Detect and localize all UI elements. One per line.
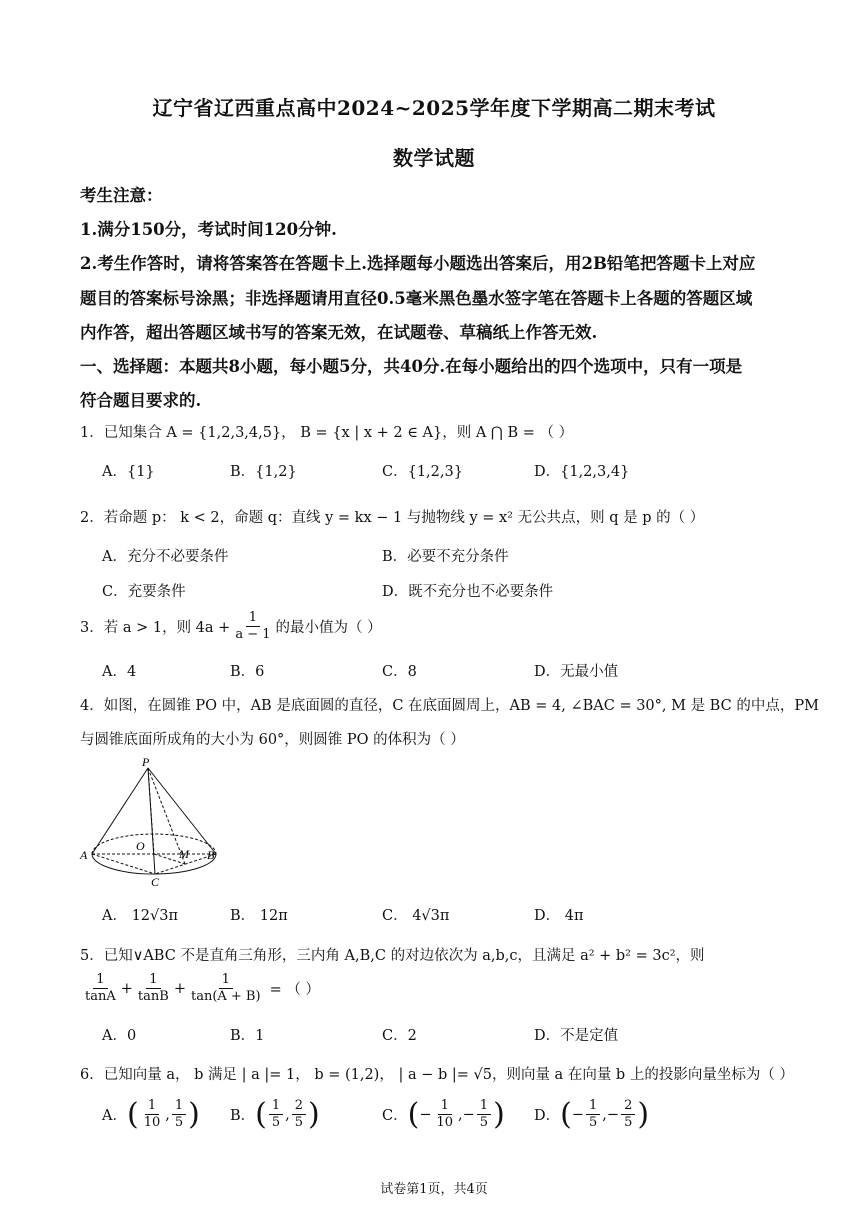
question-2-stem: 2．若命题 p： k < 2，命题 q：直线 y = kx − 1 与抛物线 y = x² 无公共点，则 q 是 p 的（ ） [80, 510, 705, 526]
fraction [292, 1098, 306, 1131]
question-3-option-c: C．8 [382, 664, 417, 680]
denominator: 10 [436, 1115, 454, 1130]
question-1-option-a: A．{1} [102, 464, 155, 480]
question-6-option-d [534, 1098, 649, 1131]
numerator: 1 [269, 1098, 283, 1115]
question-5-stem-line-1: 5．已知∨ABC 不是直角三角形，三内角 A,B,C 的对边依次为 a,b,c，且满足 a² + b² = 3c²，则 [80, 948, 705, 964]
edge-pb [148, 768, 216, 854]
denominator: 5 [589, 1115, 598, 1130]
option-label: B． [230, 1108, 256, 1124]
numerator: 1 [172, 1098, 186, 1115]
question-5-fraction-1-numerator: 1 [93, 972, 107, 989]
left-paren: ( [560, 1096, 572, 1132]
notice-item-2-line-3: 内作答，超出答题区域书写的答案无效，在试题卷、草稿纸上作答无效. [80, 323, 598, 342]
page-footer: 试卷第1页，共4页 [380, 1182, 488, 1197]
question-2-option-c: C．充要条件 [102, 584, 186, 600]
label-p: P [142, 756, 150, 769]
question-1-option-c: C．{1,2,3} [382, 464, 463, 480]
numerator: 1 [145, 1098, 159, 1115]
question-5-option-a: A．0 [102, 1028, 137, 1044]
right-paren: ) [188, 1096, 200, 1132]
plus-sign: + [120, 980, 133, 997]
numerator: 1 [477, 1098, 491, 1115]
numerator: 2 [292, 1098, 306, 1115]
left-paren: ( [407, 1096, 420, 1132]
plus-sign: + [173, 980, 186, 997]
fraction [141, 1098, 164, 1131]
question-3-stem [80, 610, 382, 643]
option-label: D． [534, 1108, 561, 1124]
question-3-stem-pre: 3．若 a > 1，则 4a + [80, 620, 231, 636]
notice-item-2-line-1: 2.考生作答时，请将答案答在答题卡上.选择题每小题选出答案后，用2B铅笔把答题卡上对应 [80, 254, 756, 273]
exam-subtitle: 数学试题 [393, 146, 475, 170]
question-3-fraction-numerator: 1 [246, 610, 260, 627]
question-4-option-d: D． 4π [534, 908, 584, 924]
question-6-option-a [102, 1098, 200, 1131]
denominator: 5 [174, 1115, 184, 1130]
question-2-option-b: B．必要不充分条件 [382, 549, 509, 565]
section-1-heading-line-1: 一、选择题：本题共8小题，每小题5分，共40分.在每小题给出的四个选项中，只有一项是 [80, 357, 743, 376]
question-3-fraction [232, 610, 273, 643]
question-3-fraction-denominator: a − 1 [235, 627, 271, 642]
question-4-option-a: A． 12√3π [102, 908, 179, 924]
question-5-fraction-2 [135, 972, 172, 1005]
question-1-option-b: B．{1,2} [230, 464, 297, 480]
notice-item-1: 1.满分150分，考试时间120分钟. [80, 220, 337, 239]
question-5-fraction-3-numerator: 1 [219, 972, 233, 989]
question-4-option-c: C． 4√3π [382, 908, 450, 924]
right-paren: ) [637, 1096, 650, 1132]
question-5-option-d: D．不是定值 [534, 1028, 619, 1044]
question-4-stem-line-1: 4．如图，在圆锥 PO 中，AB 是底面圆的直径，C 在底面圆周上，AB = 4, ∠BAC = 30°, M 是 BC 的中点，PM [80, 698, 819, 714]
fraction [433, 1098, 456, 1131]
option-label: C． [382, 1108, 408, 1124]
denominator: 5 [271, 1115, 281, 1130]
numerator: 2 [621, 1098, 635, 1115]
comma: ,− [602, 1106, 620, 1123]
question-6-option-b [230, 1098, 320, 1131]
label-a: A [80, 848, 88, 862]
cone-figure [78, 756, 228, 888]
denominator: 5 [294, 1115, 304, 1130]
comma: , [165, 1106, 170, 1123]
label-c: C [151, 875, 160, 888]
right-paren: ) [308, 1096, 320, 1132]
cone-base-back [92, 834, 216, 854]
question-5-option-c: C．2 [382, 1028, 417, 1044]
fraction [586, 1098, 600, 1131]
question-1-stem: 1．已知集合 A = {1,2,3,4,5}， B = {x | x + 2 ∈ A}，则 A ⋂ B = （ ） [80, 425, 574, 441]
numerator: 1 [438, 1098, 452, 1115]
fraction [269, 1098, 283, 1131]
fraction [477, 1098, 491, 1131]
denominator: 5 [479, 1115, 489, 1130]
fraction [172, 1098, 186, 1131]
comma: ,− [458, 1106, 475, 1123]
question-5-fraction-3-denominator: tan(A + B) [190, 989, 261, 1004]
question-2-option-a: A．充分不必要条件 [102, 549, 229, 565]
label-b: B [207, 848, 215, 862]
question-3-option-b: B．6 [230, 664, 265, 680]
question-5-fraction-1 [82, 972, 119, 1005]
question-6-option-c [382, 1098, 505, 1131]
question-5-fraction-2-denominator: tanB [137, 989, 169, 1004]
fraction [621, 1098, 635, 1131]
left-paren: ( [255, 1096, 267, 1132]
question-3-option-a: A．4 [102, 664, 137, 680]
label-m: M [179, 847, 189, 861]
question-4-option-b: B． 12π [230, 908, 288, 924]
minus-sign: − [571, 1106, 585, 1123]
denominator: 10 [143, 1115, 161, 1130]
question-5-fraction-1-denominator: tanA [85, 989, 116, 1004]
question-5-option-b: B．1 [230, 1028, 265, 1044]
denominator: 5 [624, 1115, 633, 1130]
numerator: 1 [586, 1098, 600, 1115]
question-1-option-d: D．{1,2,3,4} [534, 464, 630, 480]
question-2-option-d: D．既不充分也不必要条件 [382, 584, 554, 600]
question-5-fraction-3 [188, 972, 264, 1005]
minus-sign: − [419, 1106, 432, 1123]
section-1-heading-line-2: 符合题目要求的. [80, 391, 202, 410]
question-5-stem-line-2 [80, 972, 320, 1005]
question-3-stem-post: 的最小值为（ ） [275, 620, 382, 636]
exam-title: 辽宁省辽西重点高中2024~2025学年度下学期高二期末考试 [152, 96, 716, 120]
question-6-stem: 6．已知向量 a， b 满足 | a |= 1， b = (1,2)， | a − b |= √5，则向量 a 在向量 b 上的投影向量坐标为（ ） [80, 1067, 794, 1083]
notice-heading: 考生注意： [80, 186, 163, 205]
question-3-option-d: D．无最小值 [534, 664, 619, 680]
notice-item-2-line-2: 题目的答案标号涂黑；非选择题请用直径0.5毫米黑色墨水签字笔在答题卡上各题的答题区域 [80, 289, 753, 308]
comma: , [285, 1106, 290, 1123]
question-4-stem-line-2: 与圆锥底面所成角的大小为 60°，则圆锥 PO 的体积为（ ） [80, 732, 465, 748]
question-5-fraction-2-numerator: 1 [146, 972, 160, 989]
label-o: O [136, 839, 145, 853]
right-paren: ) [493, 1096, 505, 1132]
option-label: A． [102, 1108, 127, 1124]
question-5-stem-post: = （ ） [269, 982, 320, 998]
left-paren: ( [126, 1096, 139, 1132]
